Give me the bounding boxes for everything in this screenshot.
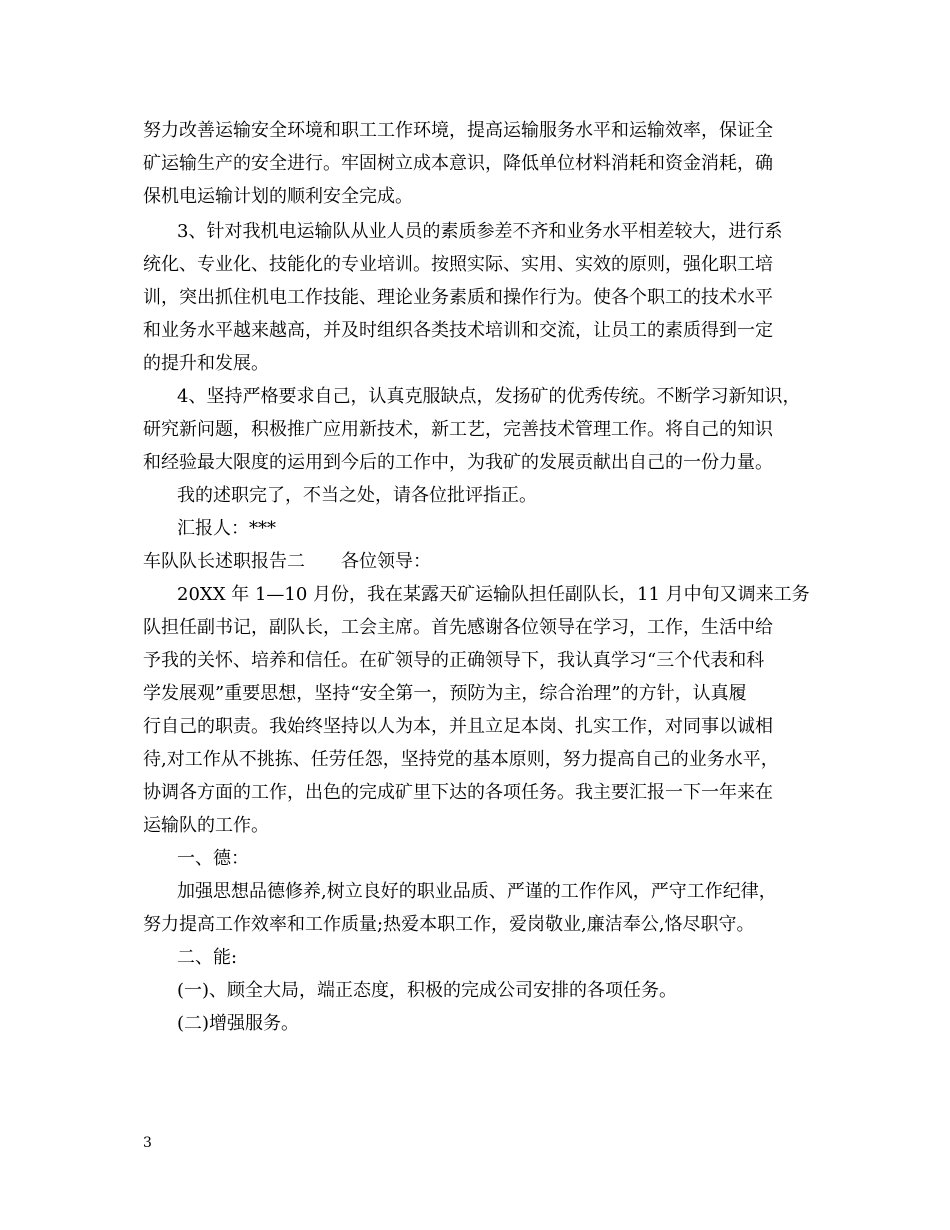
text-line: 我的述职完了，不当之处，请各位批评指正。 bbox=[177, 485, 537, 506]
text-line: 统化、专业化、技能化的专业培训。按照实际、实用、实效的原则，强化职工培 bbox=[143, 254, 773, 275]
text-line: 行自己的职责。我始终坚持以人为本，并且立足本岗、扎实工作，对同事以诚相 bbox=[143, 716, 773, 737]
text-line: 加强思想品德修养,树立良好的职业品质、严谨的工作作风，严守工作纪律， bbox=[177, 881, 777, 902]
text-line: 协调各方面的工作，出色的完成矿里下达的各项任务。我主要汇报一下一年来在 bbox=[143, 782, 773, 803]
text-line: 训，突出抓住机电工作技能、理论业务素质和操作行为。使各个职工的技术水平 bbox=[143, 287, 773, 308]
text-line: 3、针对我机电运输队从业人员的素质参差不齐和业务水平相差较大，进行系 bbox=[177, 221, 783, 242]
page-number: 3 bbox=[143, 1135, 152, 1151]
text-line: 研究新问题，积极推广应用新技术，新工艺，完善技术管理工作。将自己的知识 bbox=[143, 419, 773, 440]
text-line: 努力提高工作效率和工作质量;热爱本职工作，爱岗敬业,廉洁奉公,恪尽职守。 bbox=[143, 914, 755, 935]
section-heading: 车队队长述职报告二 各位领导： bbox=[143, 551, 431, 572]
text-line: 汇报人：*** bbox=[177, 518, 276, 539]
text-line: 予我的关怀、培养和信任。在矿领导的正确领导下，我认真学习“三个代表和科 bbox=[143, 650, 765, 671]
text-line: 队担任副书记，副队长，工会主席。首先感谢各位领导在学习，工作，生活中给 bbox=[143, 617, 773, 638]
subheading: 一、德： bbox=[177, 848, 249, 869]
text-line: 学发展观”重要思想，坚持“安全第一，预防为主，综合治理”的方针，认真履 bbox=[143, 683, 747, 704]
text-line: (二)增强服务。 bbox=[177, 1013, 300, 1034]
text-line: 矿运输生产的安全进行。牢固树立成本意识，降低单位材料消耗和资金消耗，确 bbox=[143, 153, 773, 174]
text-line: 待,对工作从不挑拣、任劳任怨，坚持党的基本原则，努力提高自己的业务水平， bbox=[143, 749, 779, 770]
document-body bbox=[143, 114, 811, 1040]
text-line: 4、坚持严格要求自己，认真克服缺点，发扬矿的优秀传统。不断学习新知识， bbox=[177, 386, 801, 407]
text-line: 保机电运输计划的顺利安全完成。 bbox=[143, 186, 413, 207]
text-line: 20XX 年 1—10 月份，我在某露天矿运输队担任副队长，11 月中旬又调来工务 bbox=[177, 584, 810, 605]
text-line: 和经验最大限度的运用到今后的工作中，为我矿的发展贡献出自己的一份力量。 bbox=[143, 452, 773, 473]
text-line: (一)、顾全大局，端正态度，积极的完成公司安排的各项任务。 bbox=[177, 980, 678, 1001]
text-line: 运输队的工作。 bbox=[143, 815, 269, 836]
text-line: 努力改善运输安全环境和职工工作环境，提高运输服务水平和运输效率，保证全 bbox=[143, 120, 773, 141]
text-line: 和业务水平越来越高，并及时组织各类技术培训和交流，让员工的素质得到一定 bbox=[143, 320, 773, 341]
text-line: 的提升和发展。 bbox=[143, 353, 269, 374]
subheading: 二、能: bbox=[177, 947, 238, 968]
